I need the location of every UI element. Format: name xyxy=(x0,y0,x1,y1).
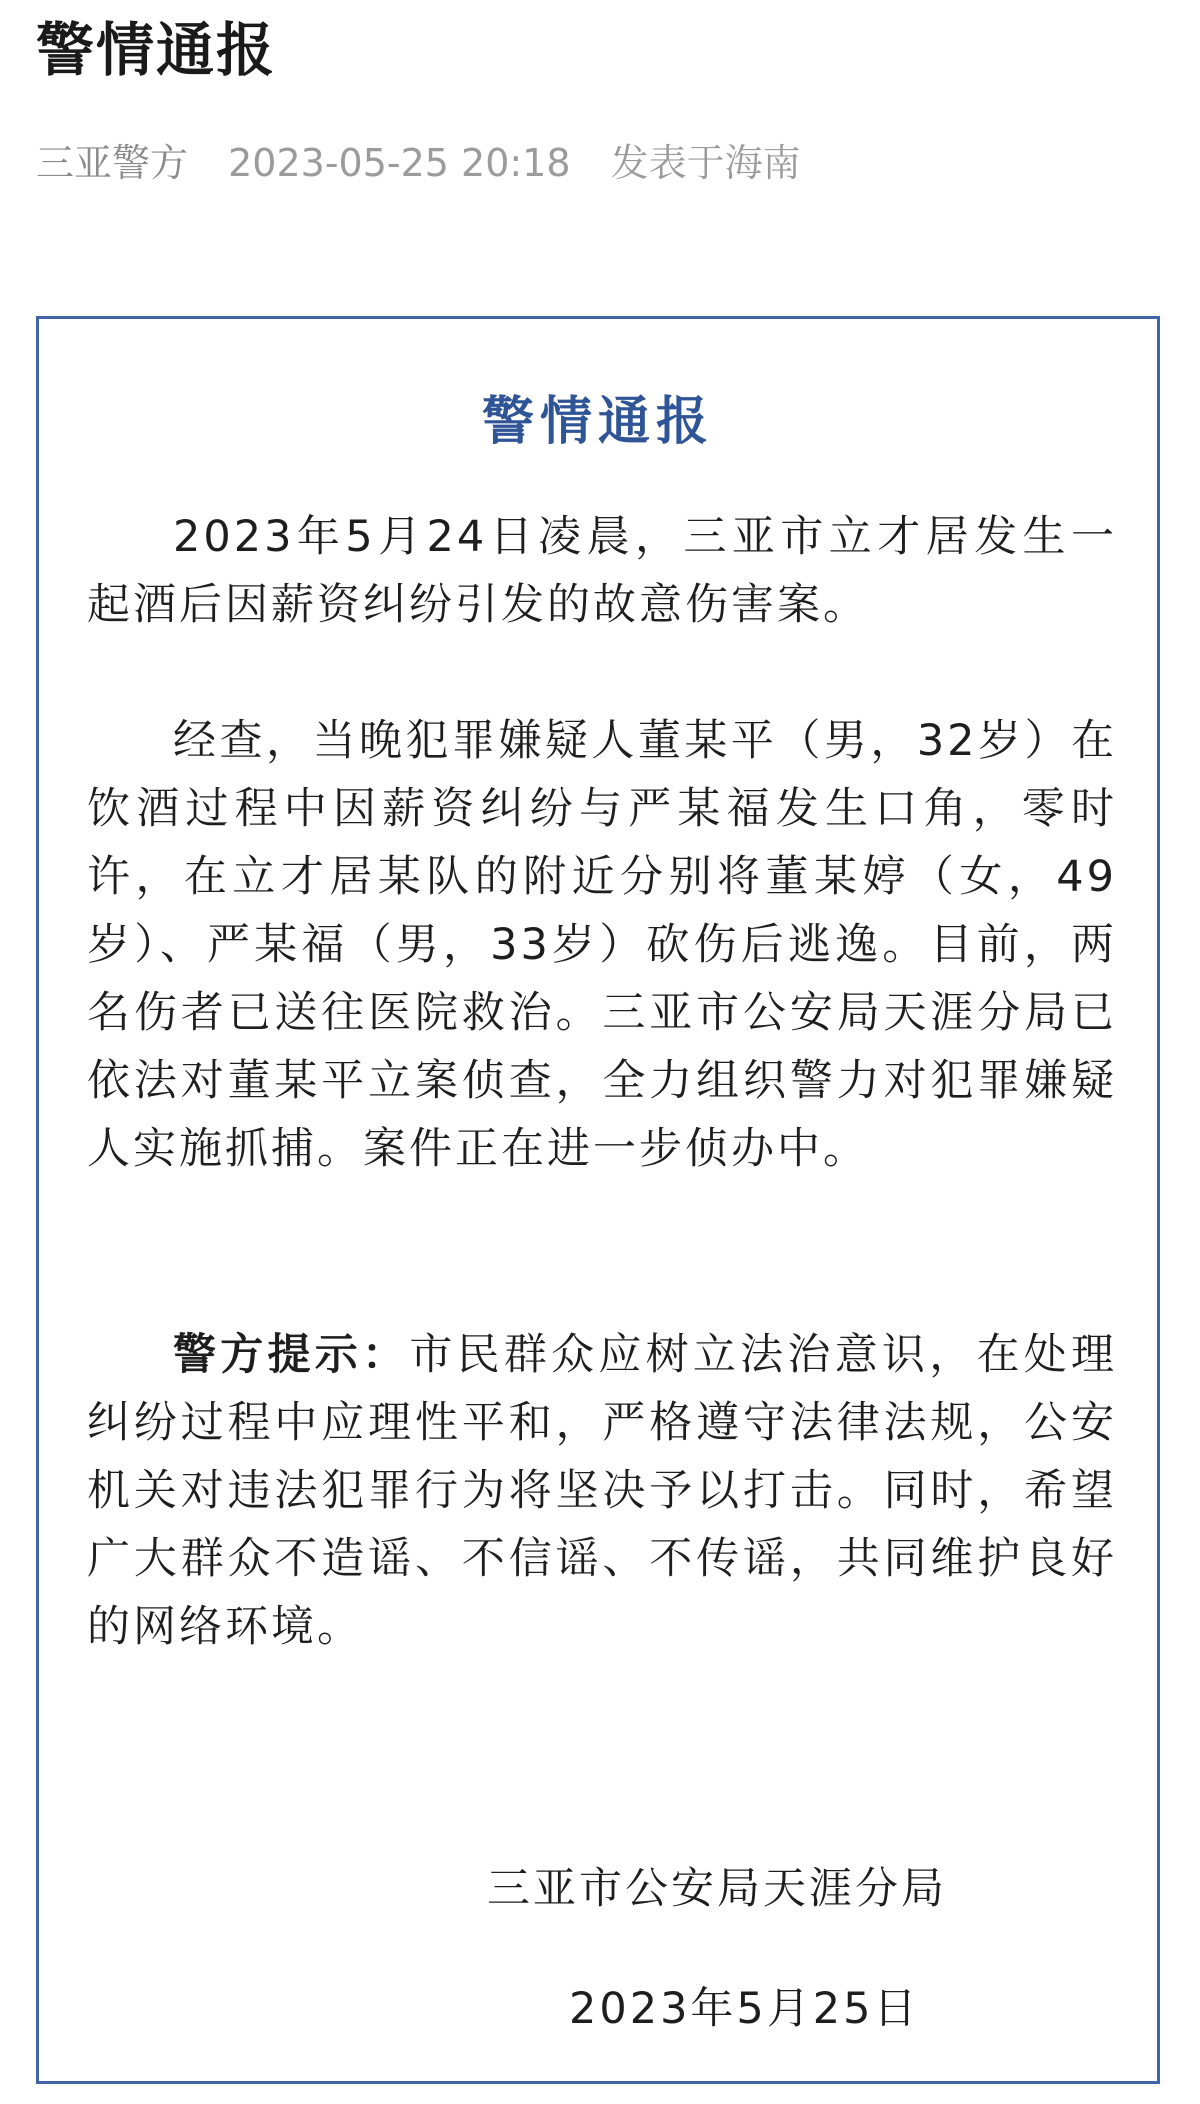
notice-paragraph-1: 2023年5月24日凌晨，三亚市立才居发生一起酒后因薪资纠纷引发的故意伤害案。 xyxy=(87,512,1117,630)
publish-datetime: 2023-05-25 20:18 xyxy=(228,141,571,185)
article-meta xyxy=(36,138,829,188)
signature-date: 2023年5月25日 xyxy=(569,1984,920,2034)
signature-organization: 三亚市公安局天涯分局 xyxy=(487,1864,947,1914)
account-name-link[interactable]: 三亚警方 xyxy=(36,141,189,185)
police-tip-paragraph xyxy=(87,1321,1117,1661)
publish-location: 发表于海南 xyxy=(610,141,801,185)
notice-paragraph-2: 经查，当晚犯罪嫌疑人董某平（男，32岁）在饮酒过程中因薪资纠纷与严某福发生口角，零时许，在立才居某队的附近分别将董某婷（女，49岁）、严某福（男，33岁）砍伤后逃逸。目前，两名伤者已送往医院救治。三亚市公安局天涯分局已依法对董某平立案侦查，全力组织警力对犯罪嫌疑人实施抓捕。案件正在进一步侦办中。 xyxy=(87,716,1117,1174)
police-tip-text: 市民群众应树立法治意识，在处理纠纷过程中应理性平和，严格遵守法律法规，公安机关对违法犯罪行为将坚决予以打击。同时，希望广大群众不造谣、不信谣、不传谣，共同维护良好的网络环境。 xyxy=(87,1330,1118,1652)
notice-title: 警情通报 xyxy=(481,392,714,452)
article-title: 警情通报 xyxy=(36,16,277,84)
police-tip-label: 警方提示： xyxy=(173,1330,410,1380)
notice-card xyxy=(36,316,1160,2084)
